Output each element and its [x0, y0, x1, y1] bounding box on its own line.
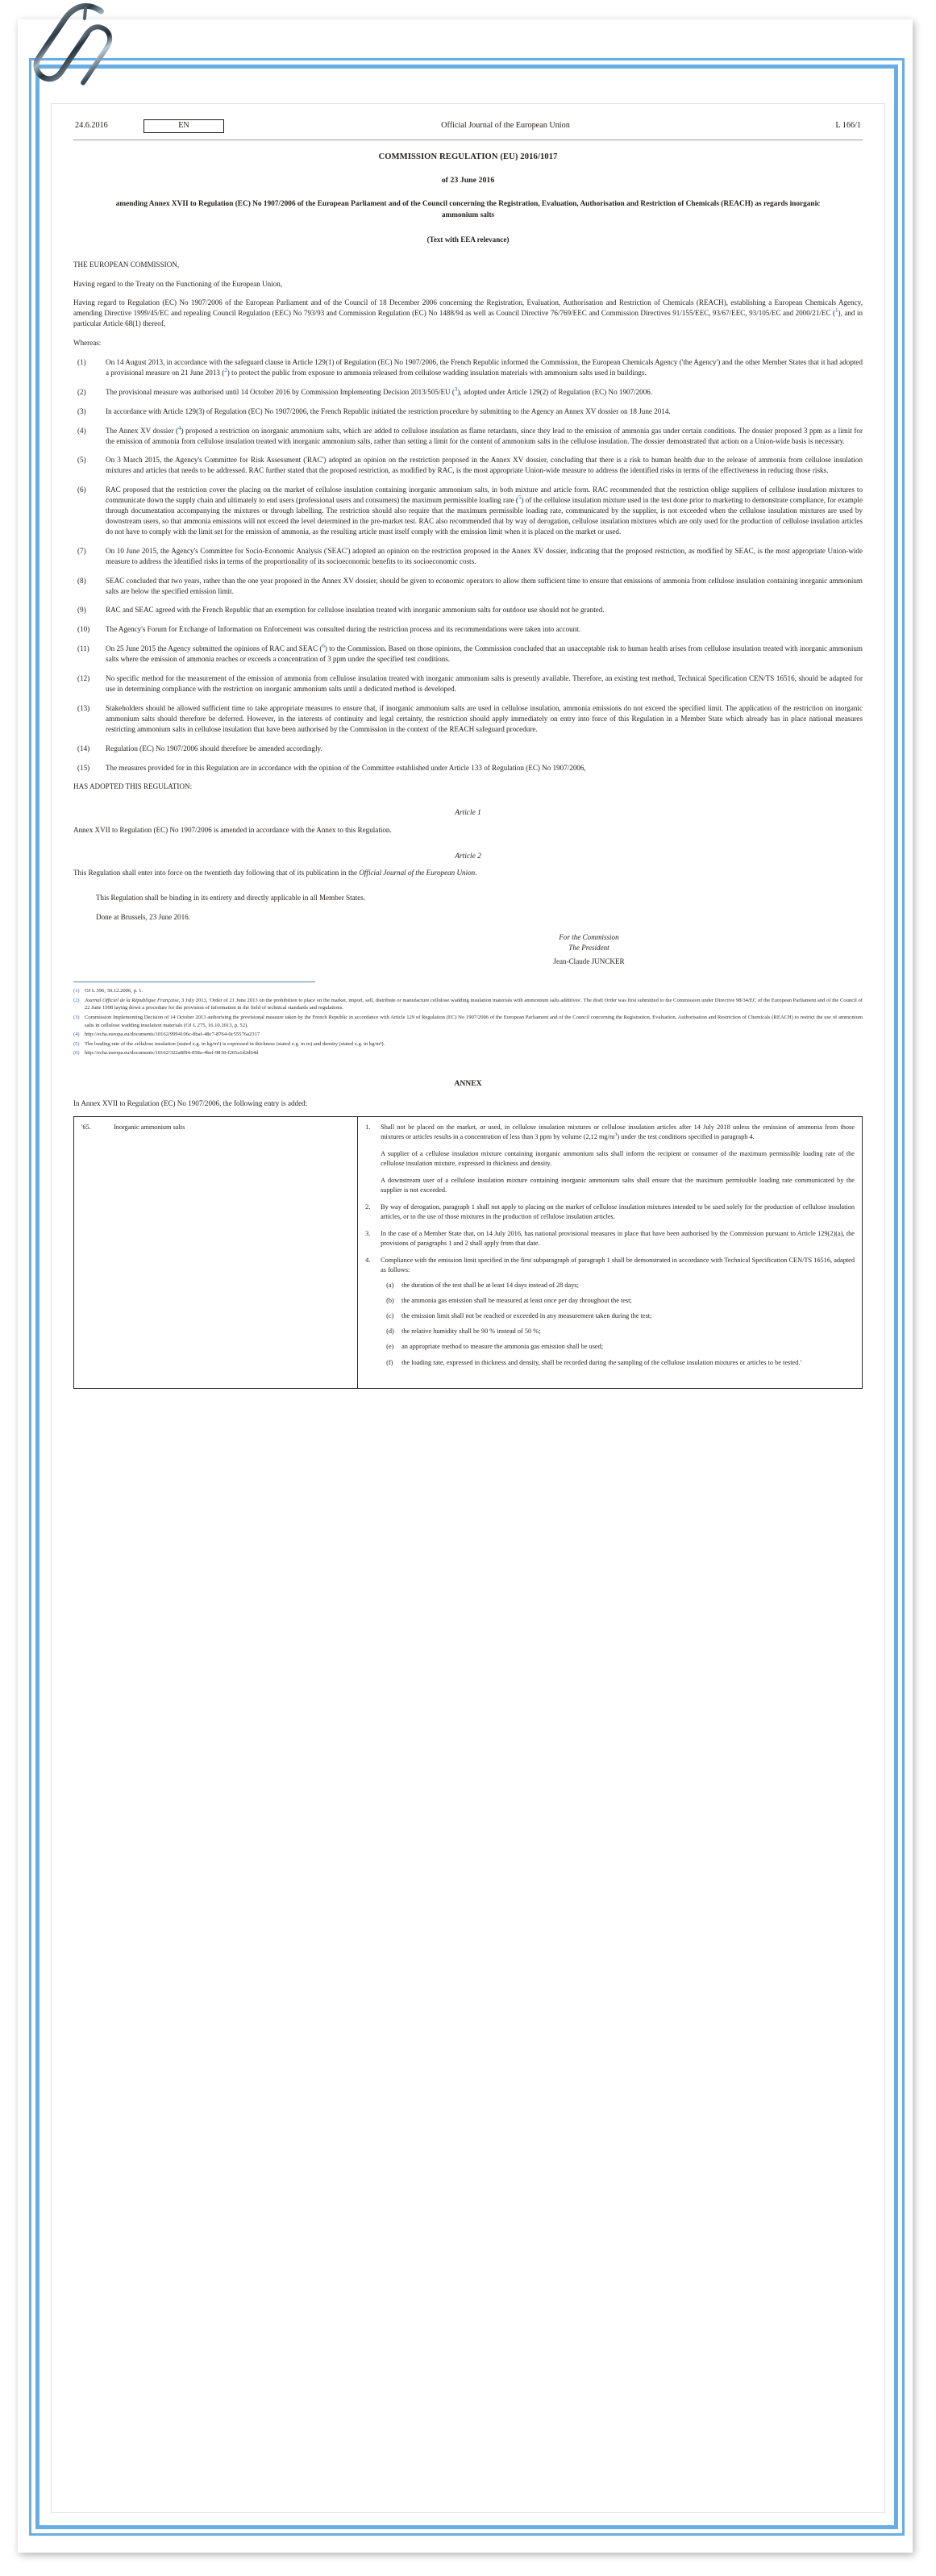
recital-text-part: ) to protect the public from exposure to ammonia released from cellulose wadding insulation materials with ammonium salts used in buildings.: [227, 368, 647, 377]
recital-text: No specific method for the measurement of the emission of ammonia from cellulose insulation treated with inorganic ammonium salts is presently available. Therefore, an existing test method, Technical Specification CEN/TS 16516, should be adapted for use in determining compliance with the restriction on inorganic ammonium salts until a dedicated method is developed.: [106, 674, 863, 693]
alpha-marker: (b): [386, 1297, 394, 1305]
regulation-title: COMMISSION REGULATION (EU) 2016/1017: [378, 152, 558, 161]
footnote-ref-4[interactable]: 4: [178, 424, 181, 431]
list-item: [381, 1342, 855, 1352]
alpha-text: an appropriate method to measure the ammonia gas emission shall be used;: [401, 1343, 604, 1351]
the-president: The President: [568, 943, 609, 952]
alpha-text: the duration of the test shall be at least 14 days instead of 28 days;: [401, 1282, 579, 1290]
recital-11: [73, 644, 863, 665]
recital-text-part: ) of the cellulose insulation mixture used in the test done prior to marketing to demonstrate compliance, for example through documentation accompanying the mixtures or through labelling. The restriction should also require that the maximum permissible loading rate, communicated by the supplier, is not exceeded when the cellulose insulation mixtures are used by downstream users, so that ammonia emissions will not exceed the level determined in the pre-market test. RAC also recommended that by way of derogation, cellulose insulation mixtures which are only used for the production of cellulose insulation articles do not have to comply with the limit set for the emission of ammonia, as the resulting article must itself comply with the emission limit when it is placed on the market or used.: [106, 496, 863, 536]
recital-number: (1): [77, 358, 86, 367]
requirement-text: In the case of a Member State that, on 14 July 2016, has national provisional measures in place that have been authorised by the Commission pursuant to Article 129(2)(a), the provisions of paragraphs 1 and 2 shall apply from that date.: [381, 1230, 855, 1248]
recital-text: On 3 March 2015, the Agency's Committee for Risk Assessment ('RAC') adopted an opinion on the restriction proposed in the Annex XV dossier, concluding that there is a risk to human health due to the release of ammonia from cellulose insulation mixtures and articles that needs to be addressed. RAC further stated that the proposed restriction, as modified by RAC, is the most appropriate Union-wide measure to address the identified risks in terms of the effectiveness in reducing those risks.: [106, 456, 863, 475]
recital-number: (4): [77, 426, 86, 435]
requirement-number: 3.: [365, 1230, 371, 1238]
recital-text: [106, 485, 863, 537]
preamble-whereas: Whereas:: [73, 339, 102, 348]
recital-text: [106, 426, 863, 447]
signatory-name: Jean-Claude JUNCKER: [553, 957, 625, 966]
recital-text-part: On 25 June 2015 the Agency submitted the opinions of RAC and SEAC (: [106, 644, 322, 653]
recital-8: [73, 576, 863, 597]
requirement-subparagraph: A supplier of a cellulose insulation mixture containing inorganic ammonium salts shall inform the recipient or consumer of the maximum permissible loading rate of the cellulose insulation mixture, expressed in thickness and density.: [381, 1150, 855, 1168]
regulation-eea-note: (Text with EEA relevance): [426, 235, 510, 244]
alpha-text: the ammonia gas emission shall be measured at least once per day throughout the test;: [401, 1297, 632, 1305]
recital-2: [73, 387, 863, 398]
recital-number: (10): [77, 625, 90, 634]
list-item: [365, 1229, 855, 1248]
article-1-body: Annex XVII to Regulation (EC) No 1907/2006 is amended in accordance with the Annex to this Regulation.: [73, 825, 392, 834]
recital-text-part: On 14 August 2013, in accordance with the safeguard clause in Article 129(1) of Regulation (EC) No 1907/2006, the French Republic informed the Commission, the European Chemicals Agency ('the Agency') and the other Member States that it had adopted a provisional measure on 21 June 2013 (: [106, 358, 863, 377]
article-2-body: [73, 868, 863, 878]
alpha-marker: (f): [386, 1358, 393, 1366]
annex-entry-name: Inorganic ammonium salts: [114, 1123, 185, 1132]
footnote-item: [73, 987, 863, 995]
article-2-body-post: .: [475, 868, 477, 877]
document-sheet: [51, 103, 885, 2513]
header-journal-title: Official Journal of the European Union: [441, 121, 570, 131]
for-the-commission: For the Commission: [559, 932, 619, 941]
recital-number: (12): [77, 674, 90, 683]
has-adopted-line: HAS ADOPTED THIS REGULATION:: [73, 782, 193, 791]
preamble-commission: THE EUROPEAN COMMISSION,: [73, 260, 180, 269]
recital-text-part: ) proposed a restriction on inorganic ammonium salts, which are added to cellulose insulation as flame retardants, since they lead to the emission of ammonia gas under certain conditions. The dossier proposed 3 ppm as a limit for the emission of ammonia from cellulose insulation treated with inorganic ammonium salts, rather than setting a limit for the content of ammonium salts in the cellulose insulation. The dossier demonstrated that action on a Union-wide basis is necessary.: [106, 426, 863, 445]
footnote-marker: (3): [73, 1014, 80, 1020]
recital-number: (8): [77, 576, 86, 585]
recital-number: (9): [77, 606, 86, 615]
requirement-subparagraph: A downstream user of a cellulose insulation mixture containing inorganic ammonium salts shall ensure that the maximum permissible loading rate communicated by the supplier is not exceeded.: [381, 1177, 855, 1194]
article-1-heading: Article 1: [455, 809, 481, 818]
recital-12: [73, 673, 863, 694]
recital-number: (11): [77, 644, 89, 653]
requirement-text: [381, 1256, 855, 1373]
recital-text-part: ) to the Commission. Based on those opinions, the Commission concluded that an unacceptable risk to human health arises from cellulose insulation treated with inorganic ammonium salts where the emission of ammonia reaches or exceeds a concentration of 3 ppm under the specified test conditions.: [106, 644, 863, 664]
article-2-heading: Article 2: [455, 852, 481, 861]
footnote-item: [73, 1031, 863, 1039]
recital-6: [73, 485, 863, 537]
requirement-text: [381, 1123, 855, 1195]
recital-15: [73, 763, 863, 773]
requirement-text-pre: Compliance with the emission limit specified in the first subparagraph of paragraph 1 shall be demonstrated in accordance with Technical Specification CEN/TS 16516, adapted as follows:: [381, 1257, 855, 1274]
binding-statement: This Regulation shall be binding in its entirety and directly applicable in all Member States.: [96, 893, 366, 902]
recital-number: (14): [77, 744, 90, 752]
preamble-treaty: Having regard to the Treaty on the Functioning of the European Union,: [73, 279, 283, 288]
alpha-text: the loading rate, expressed in thickness and density, shall be recorded during the sampling of the cellulose insulation mixtures or articles to be tested.': [401, 1358, 801, 1366]
page-header: [73, 117, 863, 139]
recital-text: On 10 June 2015, the Agency's Committee for Socio-Economic Analysis ('SEAC') adopted an opinion on the restriction proposed in the Annex XV dossier, indicating that the proposed restriction, as modified by SEAC, is the most appropriate Union-wide measure to address the identified risks in terms of the proportionality of its socioeconomic benefits to its socioeconomic costs.: [106, 546, 863, 565]
regulation-subject: amending Annex XVII to Regulation (EC) No 1907/2006 of the European Parliament and of the Council concerning the Registration, Evaluation, Authorisation and Restriction of Chemicals (REACH) as regards inorganic ammonium salts: [115, 199, 821, 219]
recital-7: [73, 546, 863, 567]
footnote-ref-3[interactable]: 3: [454, 386, 458, 393]
recital-14: [73, 744, 863, 754]
list-item: [365, 1203, 855, 1222]
list-item: [381, 1296, 855, 1306]
footnote-marker: (2): [73, 997, 80, 1003]
recital-text: Stakeholders should be allowed sufficient time to take appropriate measures to ensure that, if inorganic ammonium salts are used in cellulose insulation, ammonia emissions do not exceed the specified limit. The application of the restriction on inorganic ammonium salts should therefore be deferred. However, in the interests of continuity and legal certainty, the restriction should apply immediately on entry into force of this Regulation in a Member State which already has in place national measures restricting ammonium salts in cellulose insulation that have been authorised by the Commission in the context of the REACH safeguard procedure.: [106, 703, 863, 733]
annex-requirements-list: [365, 1123, 855, 1373]
footnote-text[interactable]: http://echa.europa.eu/documents/10162/9994106c-8baf-48c7-8764-0c55576a2317: [85, 1032, 260, 1038]
recital-1: [73, 357, 863, 378]
recital-text: [106, 644, 863, 665]
footnote-ref-1[interactable]: 1: [835, 307, 838, 315]
recital-text: The Agency's Forum for Exchange of Information on Enforcement was consulted during the restriction process and its recommendations were taken into account.: [106, 625, 581, 634]
table-row: [74, 1117, 863, 1388]
footnote-text[interactable]: http://echa.europa.eu/documents/10162/322a8f94-058a-4bef-9818-f265a1d2d64d: [85, 1050, 259, 1057]
annex-heading: ANNEX: [454, 1078, 482, 1088]
requirement-text: By way of derogation, paragraph 1 shall not apply to placing on the market of cellulose insulation mixtures intended to be used solely for the production of cellulose insulation articles, or to the use of those mixtures in the production of cellulose insulation articles.: [381, 1203, 855, 1221]
requirement-alpha-list: [381, 1281, 855, 1367]
annex-entry-cell: [74, 1117, 358, 1388]
requirement-text-post: ) under the test conditions specified in paragraph 4.: [617, 1133, 755, 1141]
list-item: [381, 1358, 855, 1368]
alpha-text: the emission limit shall not be reached or exceeded in any measurement taken during the test;: [401, 1312, 652, 1320]
header-date: 24.6.2016: [75, 121, 108, 131]
annex-entry-number: '65.: [81, 1123, 91, 1132]
list-item: [381, 1327, 855, 1336]
requirement-number: 4.: [365, 1257, 371, 1265]
regulation-date: of 23 June 2016: [441, 175, 495, 185]
recital-number: (5): [77, 456, 86, 465]
recital-text: [106, 387, 863, 398]
recital-text: In accordance with Article 129(3) of Regulation (EC) No 1907/2006, the French Republic initiated the restriction procedure by submitting to the Agency an Annex XV dossier on 18 June 2014.: [106, 406, 671, 415]
preamble-regard-regulation: [73, 298, 863, 329]
recital-13: [73, 703, 863, 735]
footnote-item: [73, 1049, 863, 1057]
footnote-ref-2[interactable]: 2: [224, 366, 227, 373]
list-item: [365, 1256, 855, 1373]
footnote-marker: (5): [73, 1040, 80, 1047]
recital-text: The measures provided for in this Regulation are in accordance with the opinion of the Committee established under Article 133 of Regulation (EC) No 1907/2006,: [106, 763, 586, 772]
recital-number: (7): [77, 546, 86, 555]
recital-9: [73, 605, 863, 615]
recital-5: [73, 455, 863, 476]
list-item: [381, 1311, 855, 1321]
signature-block: [315, 932, 863, 968]
annex-entry-title: [81, 1123, 350, 1132]
recital-4: [73, 426, 863, 447]
footnote-marker: (4): [73, 1032, 80, 1038]
article-2-body-pre: This Regulation shall enter into force on the twentieth day following that of its publication in the: [73, 868, 360, 877]
recital-text-part: The Annex XV dossier (: [106, 426, 179, 435]
footnote-marker: (1): [73, 988, 80, 994]
footnote-text: Commission Implementing Decision of 14 October 2013 authorising the provisional measure taken by the French Republic in accordance with Article 129 of Regulation (EC) No 1907/2006 of the European Parliament and of the Council concerning the Registration, Evaluation, Authorisation and Restriction of Chemicals (REACH) to restrict the use of ammonium salts in cellulose wadding insulation materials (OJ L 275, 16.10.2013, p. 52).: [85, 1014, 863, 1028]
preamble-regard-part2: ), and in particular Article 68(1) thereof,: [73, 309, 863, 328]
recital-number: (3): [77, 406, 86, 415]
alpha-marker: (c): [386, 1312, 394, 1320]
requirement-number: 2.: [365, 1203, 371, 1211]
annex-table: [73, 1116, 863, 1388]
footnote-body: 3 July 2013, 'Order of 21 June 2013 on the prohibition to place on the market, import, sell, distribute or manufacture cellulose wadding insulation materials with ammonium salts additives'. The draft Order was first submitted to the Commission under Directive 98/34/EC of the European Parliament and of the Council of 22 June 1998 laying down a procedure for the provision of information in the field of technical standards and regulations.: [85, 997, 863, 1011]
recital-number: (2): [77, 387, 86, 396]
alpha-marker: (a): [386, 1282, 394, 1290]
alpha-text: the relative humidity shall be 90 % instead of 50 %;: [401, 1328, 541, 1336]
annex-lead-in: In Annex XVII to Regulation (EC) No 1907/2006, the following entry is added:: [73, 1099, 308, 1108]
recital-3: [73, 406, 863, 417]
recital-text: RAC and SEAC agreed with the French Republic that an exemption for cellulose insulation treated with inorganic ammonium salts for outdoor use should not be granted.: [106, 606, 605, 615]
requirement-superscript: 3: [614, 1132, 618, 1138]
footnote-italic-prefix: Journal Officiel de la République Française,: [85, 997, 181, 1003]
header-reference: L 166/1: [835, 121, 861, 131]
annex-conditions-cell: [358, 1117, 863, 1388]
footnote-ref-6[interactable]: 6: [322, 643, 325, 650]
article-2-journal-name: Official Journal of the European Union: [359, 868, 476, 877]
recital-text: SEAC concluded that two years, rather than the one year proposed in the Annex XV dossier, should be given to economic operators to allow them sufficient time to ensure that emissions of ammonia from cellulose insulation containing inorganic ammonium salts are below the specified emission limit.: [106, 576, 863, 595]
alpha-marker: (d): [386, 1328, 394, 1336]
list-item: [381, 1281, 855, 1290]
done-at: Done at Brussels, 23 June 2016.: [96, 912, 190, 921]
list-item: [365, 1123, 855, 1195]
recital-text-part: ), adopted under Article 129(2) of Regulation (EC) No 1907/2006.: [457, 387, 653, 396]
recital-text: Regulation (EC) No 1907/2006 should therefore be amended accordingly.: [106, 744, 322, 752]
footnote-item: [73, 1014, 863, 1029]
requirement-number: 1.: [365, 1123, 371, 1132]
recital-text-part: The provisional measure was authorised until 14 October 2016 by Commission Implementing Decision 2013/505/EU (: [106, 387, 455, 396]
footnote-item: [73, 997, 863, 1012]
footnote-item: [73, 1040, 863, 1048]
header-language-box: EN: [144, 119, 224, 133]
alpha-marker: (e): [386, 1343, 394, 1351]
recital-text-part: RAC proposed that the restriction cover the placing on the market of cellulose insulation containing inorganic ammonium salts, in both mixture and article form. RAC recommended that the restriction oblige suppliers of cellulose insulation mixtures to communicate down the supply chain and ultimately to end users (professional users and consumers) the maximum permissible loading rate (: [106, 486, 863, 505]
footnote-marker: (6): [73, 1050, 80, 1057]
recital-text: [106, 357, 863, 378]
footnote-list: [73, 987, 863, 1057]
recital-number: (15): [77, 763, 90, 772]
recital-10: [73, 624, 863, 635]
recital-number: (6): [77, 486, 86, 494]
footnote-text: [85, 997, 863, 1012]
requirement-text-pre: Shall not be placed on the market, or used, in cellulose insulation mixtures or cellulose insulation articles after 14 July 2018 unless the emission of ammonia from those mixtures or articles results in a concentration of less than 3 ppm by volume (2,12 mg/m: [381, 1123, 855, 1141]
recital-number: (13): [77, 703, 90, 712]
footnote-text: The loading rate of the cellulose insulation (stated e.g. in kg/m³) is expressed in thickness (stated e.g. in m) and density (stated e.g. in kg/m³).: [85, 1040, 385, 1047]
footnote-ref-5[interactable]: 5: [518, 494, 522, 502]
preamble-regard-part1: Having regard to Regulation (EC) No 1907/2006 of the European Parliament and of the Council of 18 December 2006 concerning the Registration, Evaluation, Authorisation and Restriction of Chemicals (REACH), establishing a European Chemicals Agency, amending Directive 1999/45/EC and repealing Council Regulation (EEC) No 793/93 and Commission Regulation (EC) No 1488/94 as well as Council Directive 76/769/EEC and Commission Directives 91/155/EEC, 93/67/EEC, 93/105/EC and 2000/21/EC (: [73, 298, 863, 318]
footnote-text: OJ L 396, 30.12.2006, p. 1.: [85, 988, 144, 994]
